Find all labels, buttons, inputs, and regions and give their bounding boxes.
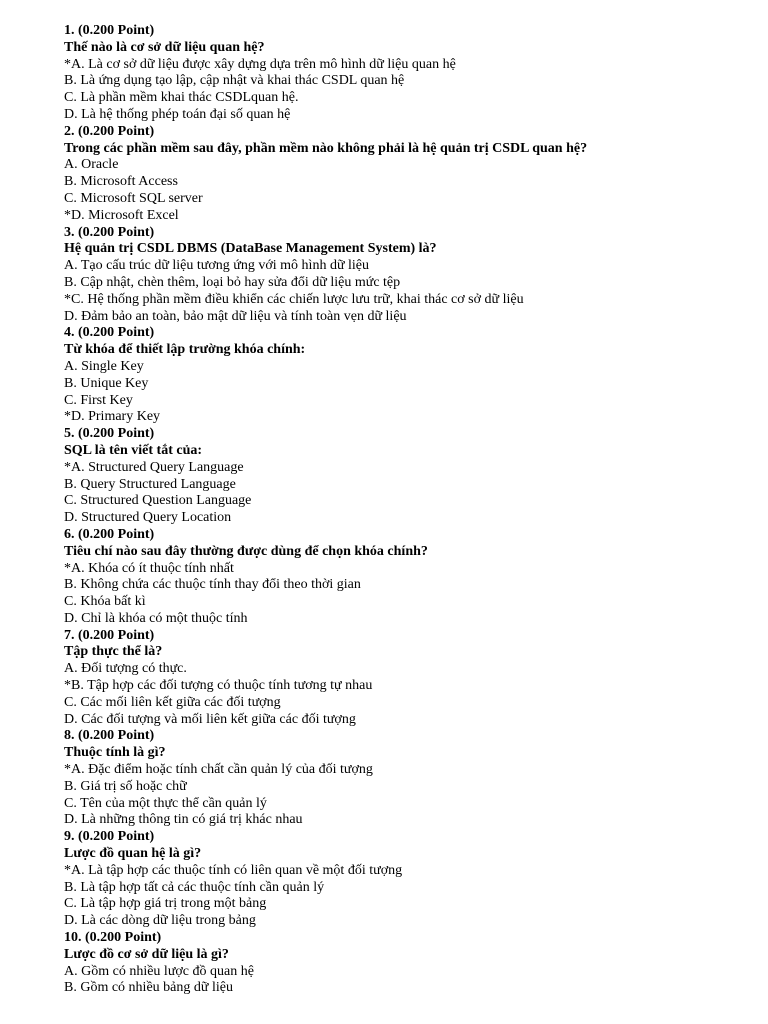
answer-option: *B. Tập hợp các đối tượng có thuộc tính tương tự nhau <box>64 678 373 694</box>
question-header: 8. (0.200 Point) <box>64 728 155 744</box>
question-text: Từ khóa để thiết lập trường khóa chính: <box>64 342 306 358</box>
answer-option: C. Khóa bất kì <box>64 594 146 610</box>
answer-option: *D. Primary Key <box>64 409 161 425</box>
question-6 <box>64 527 754 628</box>
question-9 <box>64 829 754 930</box>
question-text: Lược đồ quan hệ là gì? <box>64 846 202 862</box>
question-header: 6. (0.200 Point) <box>64 526 155 542</box>
question-text: Lược đồ cơ sở dữ liệu là gì? <box>64 946 229 962</box>
answer-option: A. Gồm có nhiều lược đồ quan hệ <box>64 963 254 979</box>
question-10 <box>64 930 754 997</box>
answer-option: B. Là tập hợp tất cả các thuộc tính cần quản lý <box>64 879 325 895</box>
question-text: Hệ quản trị CSDL DBMS (DataBase Management System) là? <box>64 241 437 257</box>
question-header: 9. (0.200 Point) <box>64 829 155 845</box>
answer-option: B. Query Structured Language <box>64 476 236 492</box>
answer-option: C. Là tập hợp giá trị trong một bảng <box>64 896 267 912</box>
answer-option: A. Đối tượng có thực. <box>64 661 187 677</box>
answer-option: C. First Key <box>64 392 133 408</box>
answer-option: B. Unique Key <box>64 375 149 391</box>
question-text: Tiêu chí nào sau đây thường được dùng để chọn khóa chính? <box>64 543 428 559</box>
question-header: 4. (0.200 Point) <box>64 325 155 341</box>
question-8 <box>64 728 754 829</box>
question-2 <box>64 124 754 225</box>
answer-option: D. Là những thông tin có giá trị khác nhau <box>64 812 303 828</box>
question-header: 1. (0.200 Point) <box>64 23 155 38</box>
question-7 <box>64 628 754 729</box>
answer-option: C. Là phần mềm khai thác CSDLquan hệ. <box>64 90 299 106</box>
answer-option: C. Tên của một thực thể cần quản lý <box>64 795 267 811</box>
answer-option: B. Microsoft Access <box>64 174 178 190</box>
question-text: Trong các phần mềm sau đây, phần mềm nào không phải là hệ quản trị CSDL quan hệ? <box>64 140 588 156</box>
question-text: Tập thực thể là? <box>64 644 163 660</box>
question-1 <box>64 23 754 124</box>
question-3 <box>64 225 754 326</box>
answer-option: C. Microsoft SQL server <box>64 190 203 206</box>
answer-option: *C. Hệ thống phần mềm điều khiển các chiến lược lưu trữ, khai thác cơ sở dữ liệu <box>64 291 524 307</box>
answer-option: *D. Microsoft Excel <box>64 207 179 223</box>
question-header: 10. (0.200 Point) <box>64 930 162 946</box>
question-text: SQL là tên viết tắt của: <box>64 442 203 458</box>
answer-option: *A. Khóa có ít thuộc tính nhất <box>64 560 234 576</box>
answer-option: D. Là các dòng dữ liệu trong bảng <box>64 913 256 929</box>
answer-option: *A. Đặc điểm hoặc tính chất cần quản lý của đối tượng <box>64 762 373 778</box>
question-5 <box>64 426 754 527</box>
answer-option: *A. Structured Query Language <box>64 459 244 475</box>
answer-option: C. Structured Question Language <box>64 493 252 509</box>
answer-option: B. Cập nhật, chèn thêm, loại bỏ hay sửa đổi dữ liệu mức tệp <box>64 274 401 290</box>
answer-option: B. Gồm có nhiều bảng dữ liệu <box>64 980 233 996</box>
question-header: 2. (0.200 Point) <box>64 123 155 139</box>
answer-option: B. Giá trị số hoặc chữ <box>64 778 187 794</box>
question-text: Thế nào là cơ sở dữ liệu quan hệ? <box>64 39 265 55</box>
answer-option: D. Structured Query Location <box>64 510 232 526</box>
answer-option: *A. Là cơ sở dữ liệu được xây dựng dựa trên mô hình dữ liệu quan hệ <box>64 56 456 72</box>
answer-option: A. Single Key <box>64 358 144 374</box>
answer-option: A. Tạo cấu trúc dữ liệu tương ứng với mô hình dữ liệu <box>64 258 370 274</box>
answer-option: A. Oracle <box>64 157 119 173</box>
answer-option: D. Chỉ là khóa có một thuộc tính <box>64 610 248 626</box>
answer-option: B. Không chứa các thuộc tính thay đổi theo thời gian <box>64 577 361 593</box>
question-header: 7. (0.200 Point) <box>64 627 155 643</box>
answer-option: B. Là ứng dụng tạo lập, cập nhật và khai thác CSDL quan hệ <box>64 73 405 89</box>
answer-option: D. Các đối tượng và mối liên kết giữa các đối tượng <box>64 711 356 727</box>
question-4 <box>64 325 754 426</box>
answer-option: D. Đảm bảo an toàn, bảo mật dữ liệu và tính toàn vẹn dữ liệu <box>64 308 407 324</box>
question-text: Thuộc tính là gì? <box>64 745 166 761</box>
question-header: 3. (0.200 Point) <box>64 224 155 240</box>
quiz-document <box>64 23 754 997</box>
answer-option: *A. Là tập hợp các thuộc tính có liên quan về một đối tượng <box>64 862 403 878</box>
answer-option: D. Là hệ thống phép toán đại số quan hệ <box>64 106 291 122</box>
answer-option: C. Các mối liên kết giữa các đối tượng <box>64 694 281 710</box>
question-header: 5. (0.200 Point) <box>64 426 155 442</box>
